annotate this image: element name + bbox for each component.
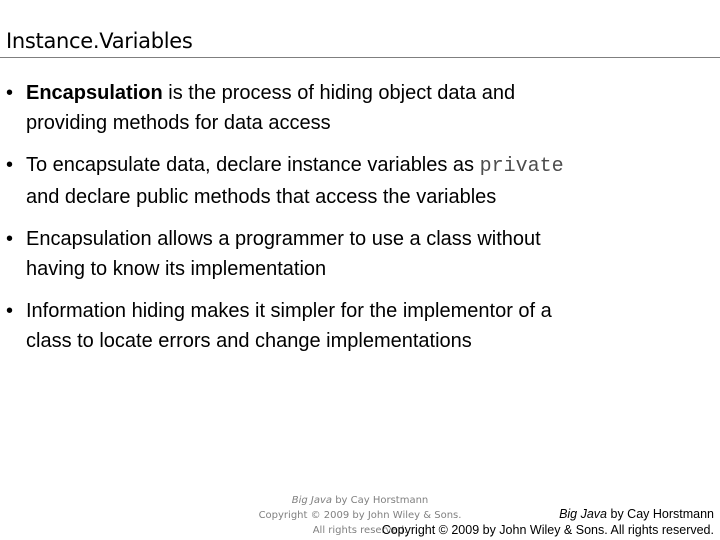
bullet-dot: • [6, 300, 14, 322]
author-text: by Cay Horstmann [607, 507, 714, 521]
bullet-text: To encapsulate data, declare instance variables as [26, 154, 480, 176]
bullet-line [26, 78, 686, 108]
footer-credit-line: Copyright © 2009 by John Wiley & Sons. All rights reserved. [381, 523, 714, 537]
bullet-dot: • [6, 154, 14, 176]
footer-credit [382, 506, 714, 538]
footer-watermark-line: All rights reserved. [312, 525, 408, 536]
bullet-line [26, 150, 686, 182]
bullet-line: and declare public methods that access the variables [26, 186, 497, 208]
code-keyword: private [479, 155, 564, 178]
bold-term: Encapsulation [26, 82, 163, 104]
bullet-item-class-use [0, 224, 686, 284]
bullet-line: having to know its implementation [26, 258, 327, 280]
bullet-item-information-hiding [0, 296, 686, 356]
bullet-item-private [0, 150, 686, 212]
footer-credit-line [382, 506, 714, 522]
bullet-line: Information hiding makes it simpler for the implementor of a [26, 300, 552, 322]
bullet-dot: • [6, 82, 14, 104]
slide-title: Instance.Variables [6, 29, 193, 53]
bullet-text: is the process of hiding object data and [162, 82, 516, 104]
bullet-line: class to locate errors and change implementations [26, 330, 472, 352]
book-title: Big Java [291, 495, 333, 506]
title-divider [0, 57, 720, 58]
bullet-item-encapsulation [0, 78, 686, 138]
bullet-dot: • [6, 228, 14, 250]
footer-watermark-line: Copyright © 2009 by John Wiley & Sons. [258, 510, 462, 521]
book-title: Big Java [559, 507, 608, 521]
bullet-line: providing methods for data access [26, 112, 331, 134]
bullet-list [0, 78, 720, 368]
bullet-line: Encapsulation allows a programmer to use a class without [26, 228, 541, 250]
slide-header [0, 0, 720, 60]
author-text: by Cay Horstmann [332, 495, 429, 506]
